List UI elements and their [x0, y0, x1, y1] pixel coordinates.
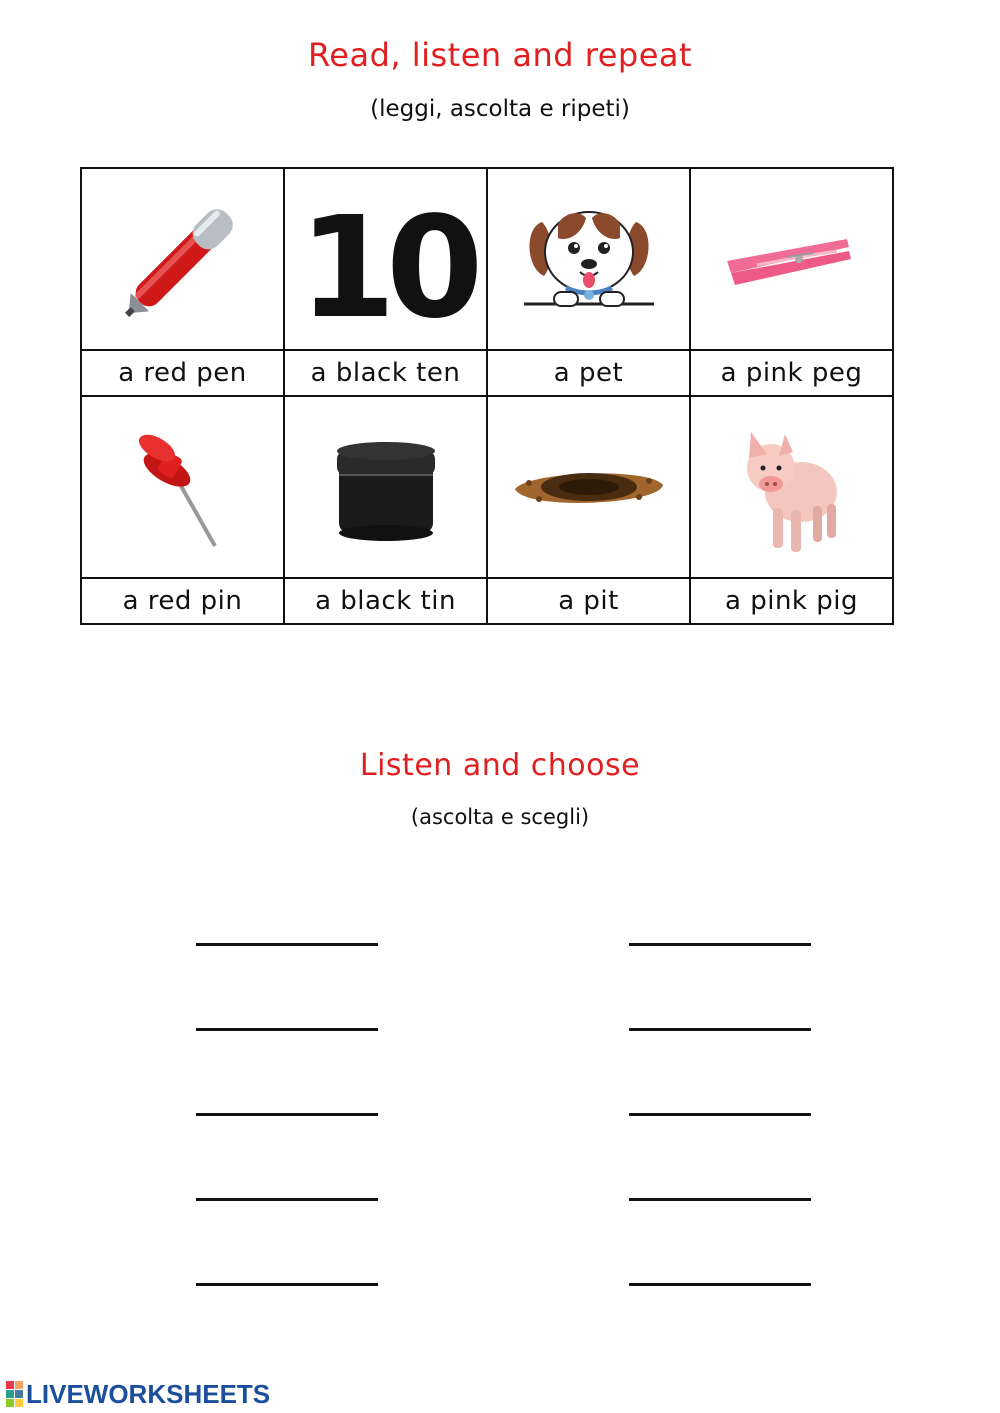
caption-cell — [81, 578, 284, 624]
answer-blank[interactable] — [196, 1283, 378, 1286]
caption-cell — [284, 350, 487, 396]
picture-cell-ten — [284, 168, 487, 350]
caption-cell — [284, 578, 487, 624]
caption-text: a red pen — [118, 358, 247, 388]
svg-text:10: 10 — [298, 187, 473, 350]
puppy-icon — [514, 194, 664, 324]
picture-cell-pit — [487, 396, 690, 578]
pink-peg-icon — [717, 199, 867, 319]
answer-blank[interactable] — [629, 1198, 811, 1201]
answer-blank[interactable] — [196, 943, 378, 946]
caption-cell — [690, 350, 893, 396]
caption-text: a red pin — [122, 586, 243, 616]
vocabulary-grid — [80, 167, 894, 625]
answer-blank[interactable] — [629, 1283, 811, 1286]
red-pen-icon — [108, 184, 258, 334]
picture-cell-pig — [690, 396, 893, 578]
brand-logo — [6, 1380, 270, 1408]
answer-blank[interactable] — [196, 1113, 378, 1116]
caption-text: a black tin — [315, 586, 456, 616]
picture-cell-pin — [81, 396, 284, 578]
answer-blank[interactable] — [629, 1028, 811, 1031]
answer-blank[interactable] — [196, 1198, 378, 1201]
picture-cell-pen — [81, 168, 284, 350]
pink-pig-icon — [727, 412, 857, 562]
logo-mark-icon — [6, 1381, 23, 1407]
brand-name: LIVEWORKSHEETS — [26, 1378, 271, 1409]
caption-text: a pit — [558, 586, 619, 616]
caption-cell — [487, 578, 690, 624]
answer-blank[interactable] — [629, 1113, 811, 1116]
black-tin-icon — [321, 427, 451, 547]
red-pin-icon — [123, 422, 243, 552]
number-ten-icon — [298, 184, 473, 350]
section-title: Listen and choose — [359, 748, 641, 783]
answer-blank[interactable] — [629, 943, 811, 946]
caption-cell — [690, 578, 893, 624]
caption-text: a pet — [553, 358, 624, 388]
picture-cell-pet — [487, 168, 690, 350]
section-subtitle: (ascolta e scegli) — [410, 805, 590, 829]
answer-blank[interactable] — [196, 1028, 378, 1031]
caption-text: a pink pig — [725, 586, 858, 616]
picture-cell-tin — [284, 396, 487, 578]
picture-cell-peg — [690, 168, 893, 350]
page-subtitle: (leggi, ascolta e ripeti) — [370, 96, 630, 122]
caption-cell — [81, 350, 284, 396]
page-title: Read, listen and repeat — [307, 36, 693, 74]
caption-cell — [487, 350, 690, 396]
caption-text: a black ten — [310, 358, 461, 388]
pit-icon — [509, 427, 669, 547]
caption-text: a pink peg — [720, 358, 863, 388]
